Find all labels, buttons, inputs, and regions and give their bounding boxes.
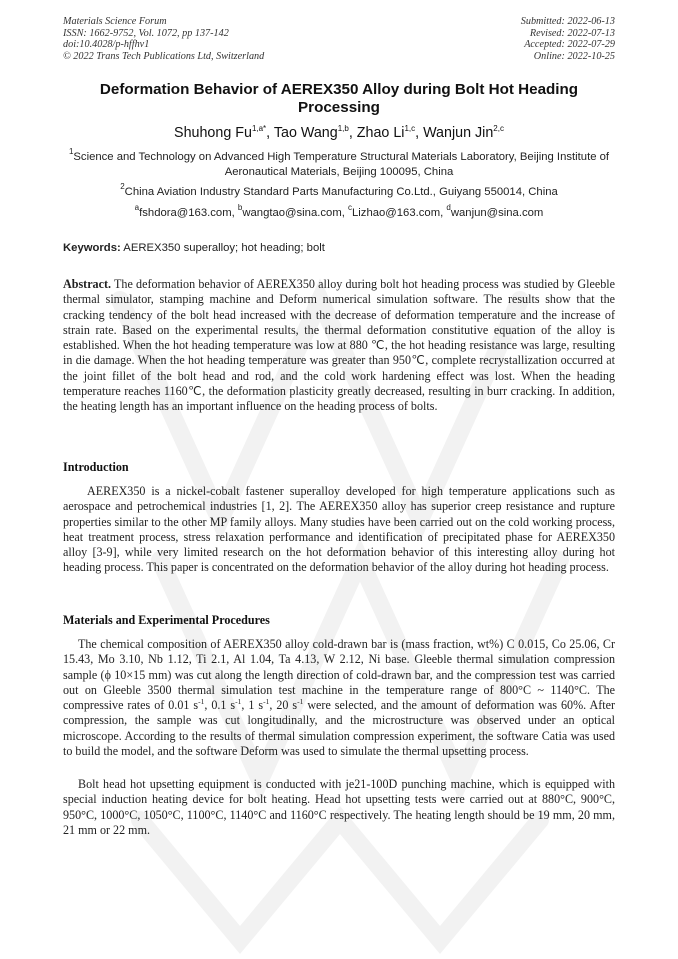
author-affiliation-mark: 1,a*: [251, 124, 267, 133]
paragraph-text: were selected, and the amount of deformation was 60%. After compression, the sample was cut longitudinally, and the microstructure was observed under an optical microscope. According to the results of thermal simulation compression experiment, the software Catia was used to build the model, and the software Deform was used to simulate the thermal upsetting process.: [63, 698, 616, 759]
author-affiliation-mark: 1,b: [337, 124, 349, 133]
superscript: -1: [263, 697, 270, 707]
publication-dates: [521, 16, 615, 62]
journal-name: Materials Science Forum: [63, 16, 167, 27]
affiliation-mark: 2: [120, 182, 125, 191]
abstract-text: The deformation behavior of AEREX350 alloy during bolt hot heading process was studied by Gleeble thermal simulator, stamping machine and Deform numerical simulation software. The results show that the cracking tendency of the bolt head increased with the decrease of deformation temperature and the increase of strain rate. Based on the experimental results, the thermal deformation constitutive equation of the alloy is established. When the hot heading temperature was low at 880 ℃, the hot heading resistance was large, resulting in die damage. When the hot heading temperature was greater than 950℃, complete recrystallization occurred at the joint fillet of the bolt head and rod, and the cold work hardening effect was lost. When the heading temperature reaches 1160℃, the deformation plasticity greatly decreased, resulting in burr cracking. In addition, the heating length has an important influence on the heading process of bolts.: [63, 277, 615, 414]
email-address[interactable]: wangtao@sina.com,: [242, 207, 349, 219]
materials-paragraph-2: Bolt head hot upsetting equipment is conducted with je21-100D punching machine, which is equipped with special induction heating device for bolt heating. Head hot upsetting tests were carried out at 880°C, 900°C, 950°C, 1000°C, 1050°C, 1100°C, 1140°C and 1160°C respectively. The heating length should be 19 mm, 20 mm, 21 mm or 22 mm.: [63, 777, 615, 837]
abstract: [63, 277, 615, 415]
email-mark: b: [237, 203, 243, 212]
journal-info: [63, 16, 264, 62]
author-separator: ,: [266, 125, 274, 141]
author-name: Shuhong Fu: [174, 125, 252, 141]
email-mark: a: [134, 203, 140, 212]
materials-heading: Materials and Experimental Procedures: [63, 613, 270, 627]
materials-paragraph-1: [63, 637, 615, 759]
affiliation-2: [63, 182, 615, 200]
email-address[interactable]: wanjun@sina.com: [450, 207, 544, 219]
paragraph-text: , 1 s: [241, 698, 264, 713]
doi-line: doi:10.4028/p-hffhv1: [63, 39, 150, 51]
author-affiliation-mark: 1,c: [404, 124, 416, 133]
paragraph-text: , 20 s: [269, 698, 298, 713]
keywords: [63, 241, 615, 256]
author-name: Wanjun Jin: [423, 125, 494, 141]
email-mark: c: [348, 203, 353, 212]
author-name: Tao Wang: [273, 125, 338, 141]
author-affiliation-mark: 2,c: [493, 124, 504, 133]
introduction-paragraph: AEREX350 is a nickel-cobalt fastener superalloy developed for high temperature applications such as aerospace and petrochemical industries [1, 2]. The AEREX350 alloy has superior creep resistance and rupture properties similar to the other MP family alloys. Many studies have been carried out on the cold working process, heat treatment process, stress relaxation performance and identification of precipitated phase for AEREX350 alloy [3-9], while very limited research on the hot deformation behavior of this interesting alloy during hot heading process. This paper is concentrated on the deformation behavior of the alloy during hot heading process.: [63, 484, 615, 575]
online-date: Online: 2022-10-25: [533, 50, 615, 62]
affiliation-1: [63, 147, 615, 180]
email-mark: d: [446, 203, 451, 212]
superscript: -1: [297, 697, 304, 707]
email-address[interactable]: Lizhao@163.com,: [352, 207, 447, 219]
author-separator: ,: [348, 125, 357, 141]
superscript: -1: [235, 697, 242, 707]
accepted-date: Accepted: 2022-07-29: [524, 39, 615, 51]
introduction-heading: Introduction: [63, 460, 129, 474]
keywords-label: Keywords:: [63, 242, 121, 254]
affiliation-text: Science and Technology on Advanced High Temperature Structural Materials Laboratory, Beijing Institute of Aeronautical Materials, Beijing 100095, China: [73, 151, 610, 178]
superscript: -1: [198, 697, 205, 707]
submitted-date: Submitted: 2022-06-13: [520, 16, 615, 27]
issn-line: ISSN: 1662-9752, Vol. 1072, pp 137-142: [63, 27, 229, 39]
paragraph-text: The chemical composition of AEREX350 alloy cold-drawn bar is (mass fraction, wt%) C 0.015, Co 25.06, Cr 15.43, Mo 3.10, Nb 1.12, Ti 2.1, Al 1.04, Ta 4.13, W 2.12, Ni base. Gleeble thermal simulation compression sample (ϕ 10×15 mm) was cut along the length direction of cold-drawn bar, and the compression test was carried out on Gleeble 3500 thermal simulation test machine in the temperature range of 800°C ~ 1140°C. The compressive rates of 0.01 s: [63, 637, 615, 713]
author-separator: ,: [415, 125, 424, 141]
keywords-text: AEREX350 superalloy; hot heading; bolt: [120, 242, 325, 254]
author-name: Zhao Li: [356, 125, 405, 141]
affiliation-text: China Aviation Industry Standard Parts Manufacturing Co.Ltd., Guiyang 550014, China: [124, 186, 558, 198]
revised-date: Revised: 2022-07-13: [529, 27, 615, 39]
author-emails: [40, 203, 638, 221]
paper-title: Deformation Behavior of AEREX350 Alloy during Bolt Hot Heading Processing: [99, 81, 579, 116]
abstract-label: Abstract.: [63, 277, 112, 291]
paragraph-text: , 0.1 s: [204, 698, 236, 713]
author-list: [40, 124, 638, 142]
copyright-line: © 2022 Trans Tech Publications Ltd, Switzerland: [63, 50, 265, 62]
email-address[interactable]: fshdora@163.com,: [139, 207, 238, 219]
affiliation-mark: 1: [68, 147, 74, 156]
